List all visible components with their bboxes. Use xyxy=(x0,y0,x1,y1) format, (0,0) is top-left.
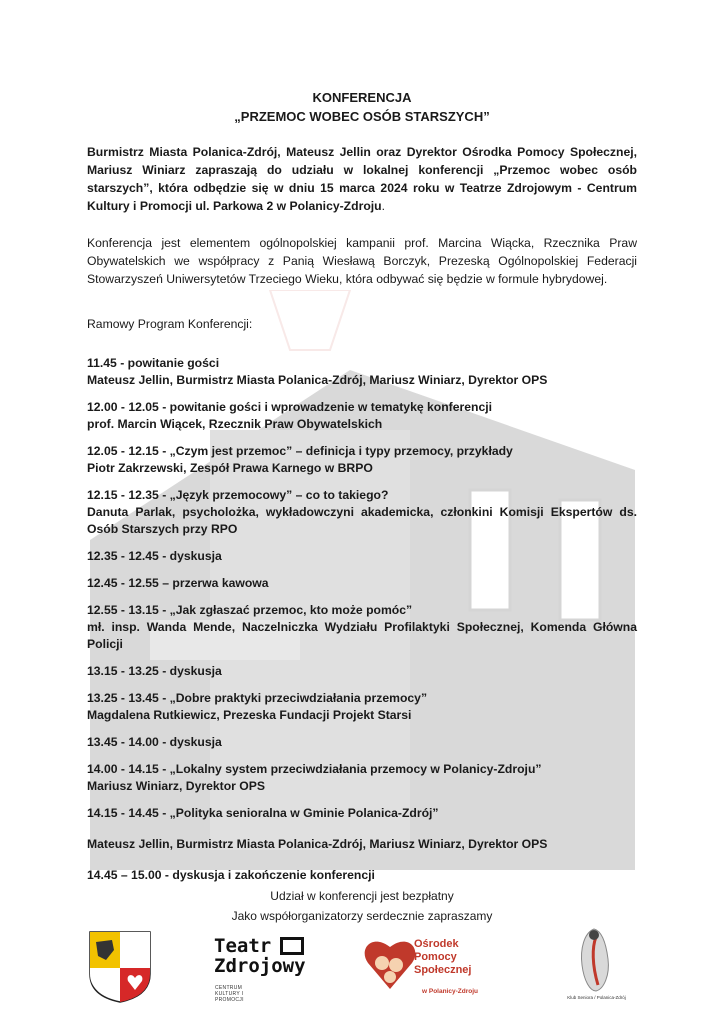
agenda-item xyxy=(87,548,637,565)
agenda-item-title: 12.45 - 12.55 – przerwa kawowa xyxy=(87,576,269,590)
agenda-item-title: 11.45 - powitanie gości xyxy=(87,356,220,370)
ops-logo-line1: Ośrodek xyxy=(414,938,459,950)
agenda-item xyxy=(87,663,637,680)
ops-logo-line2: Pomocy xyxy=(414,951,457,963)
agenda-item xyxy=(87,443,637,477)
agenda-item-speaker: prof. Marcin Wiącek, Rzecznik Praw Obywatelskich xyxy=(87,417,383,431)
agenda-item-title: 14.15 - 14.45 - „Polityka senioralna w Gminie Polanica-Zdrój” xyxy=(87,806,439,820)
ops-logo-line3: Społecznej xyxy=(414,964,472,976)
campaign-paragraph: Konferencja jest elementem ogólnopolskiej kampanii prof. Marcina Wiącka, Rzecznika Praw Obywatelskich we współpracy z Panią Wiesławą Borczyk, Prezeską Ogólnopolskiej Federacji Stowarzyszeń Uniwersytetów Trzeciego Wieku, która odbywać się będzie w formule hybrydowej. xyxy=(87,236,637,286)
agenda-item-title: 14.00 - 14.15 - „Lokalny system przeciwdziałania przemocy w Polanicy-Zdroju” xyxy=(87,762,542,776)
teatr-zdrojowy-logo xyxy=(214,935,314,1015)
teatr-logo-line2: Zdrojowy xyxy=(214,955,306,977)
agenda-item xyxy=(87,575,637,592)
intro-paragraph xyxy=(87,143,637,215)
senior-club-logo xyxy=(552,925,637,1020)
agenda-item-title: Mateusz Jellin, Burmistrz Miasta Polanica-Zdrój, Mariusz Winiarz, Dyrektor OPS xyxy=(87,837,548,851)
agenda-item xyxy=(87,690,637,724)
agenda-item xyxy=(87,867,637,884)
agenda-item xyxy=(87,355,637,389)
logos-row xyxy=(0,925,724,1024)
ops-logo-text xyxy=(414,938,471,977)
senior-club-text: Klub Seniora / Polanica-Zdrój xyxy=(567,995,626,1000)
agenda-item-title: 13.25 - 13.45 - „Dobre praktyki przeciwdziałania przemocy” xyxy=(87,691,428,705)
agenda-item-title: 12.00 - 12.05 - powitanie gości i wprowadzenie w tematykę konferencji xyxy=(87,400,493,414)
agenda-item-speaker: Piotr Zakrzewski, Zespół Prawa Karnego w BRPO xyxy=(87,461,373,475)
program-heading: Ramowy Program Konferencji: xyxy=(87,317,253,331)
agenda-item-title: 13.45 - 14.00 - dyskusja xyxy=(87,735,222,749)
footer-free-entry: Udział w konferencji jest bezpłatny xyxy=(270,889,454,903)
agenda-item-speaker: mł. insp. Wanda Mende, Naczelniczka Wydziału Profilaktyki Społecznej, Komenda Główna Policji xyxy=(87,620,637,651)
agenda-item xyxy=(87,734,637,751)
agenda-item-speaker: Mateusz Jellin, Burmistrz Miasta Polanica-Zdrój, Mariusz Winiarz, Dyrektor OPS xyxy=(87,373,548,387)
agenda-item xyxy=(87,487,637,538)
ops-logo xyxy=(362,929,512,1009)
agenda-item xyxy=(87,836,637,853)
intro-end: . xyxy=(381,199,385,213)
agenda-item xyxy=(87,761,637,795)
agenda-item-speaker: Magdalena Rutkiewicz, Prezeska Fundacji Projekt Starsi xyxy=(87,708,412,722)
agenda-item-speaker: Mariusz Winiarz, Dyrektor OPS xyxy=(87,779,266,793)
polanica-crest-logo xyxy=(88,930,152,1004)
agenda-item xyxy=(87,602,637,653)
agenda-item-title: 12.05 - 12.15 - „Czym jest przemoc” – definicja i typy przemocy, przykłady xyxy=(87,444,513,458)
document-title: KONFERENCJA xyxy=(312,90,412,105)
agenda-item-title: 12.55 - 13.15 - „Jak zgłaszać przemoc, kto może pomóc” xyxy=(87,603,413,617)
agenda-list xyxy=(87,345,637,884)
agenda-item-title: 14.45 – 15.00 - dyskusja i zakończenie konferencji xyxy=(87,868,375,882)
senior-club-figure-icon xyxy=(570,925,620,995)
ops-heart-icon xyxy=(362,933,418,993)
teatr-logo-line1: Teatr xyxy=(214,935,272,957)
agenda-item xyxy=(87,805,637,822)
teatr-logo-square-icon xyxy=(280,937,304,955)
agenda-item-title: 12.35 - 12.45 - dyskusja xyxy=(87,549,222,563)
agenda-item-title: 12.15 - 12.35 - „Język przemocowy” – co to takiego? xyxy=(87,488,389,502)
agenda-item xyxy=(87,399,637,433)
document-subtitle: „PRZEMOC WOBEC OSÓB STARSZYCH” xyxy=(234,109,490,124)
agenda-item-speaker: Danuta Parlak, psycholożka, wykładowczyni akademicka, członkini Komisji Ekspertów ds. Osób Starszych przy RPO xyxy=(87,505,637,536)
teatr-logo-subtitle: CENTRUM KULTURY I PROMOCJI xyxy=(215,985,244,1003)
agenda-item-title: 13.15 - 13.25 - dyskusja xyxy=(87,664,222,678)
intro-text: Burmistrz Miasta Polanica-Zdrój, Mateusz Jellin oraz Dyrektor Ośrodka Pomocy Społecznej, Mariusz Winiarz zapraszają do udziału w lokalnej konferencji „Przemoc wobec osób starszych”, która odbędzie się w dniu 15 marca 2024 roku w Teatrze Zdrojowym - Centrum Kultury i Promocji ul. Parkowa 2 w Polanicy-Zdroju xyxy=(87,145,637,213)
ops-logo-subtitle: w Polanicy-Zdroju xyxy=(422,988,478,995)
footer-invitation: Jako współorganizatorzy serdecznie zapraszamy xyxy=(231,909,493,923)
